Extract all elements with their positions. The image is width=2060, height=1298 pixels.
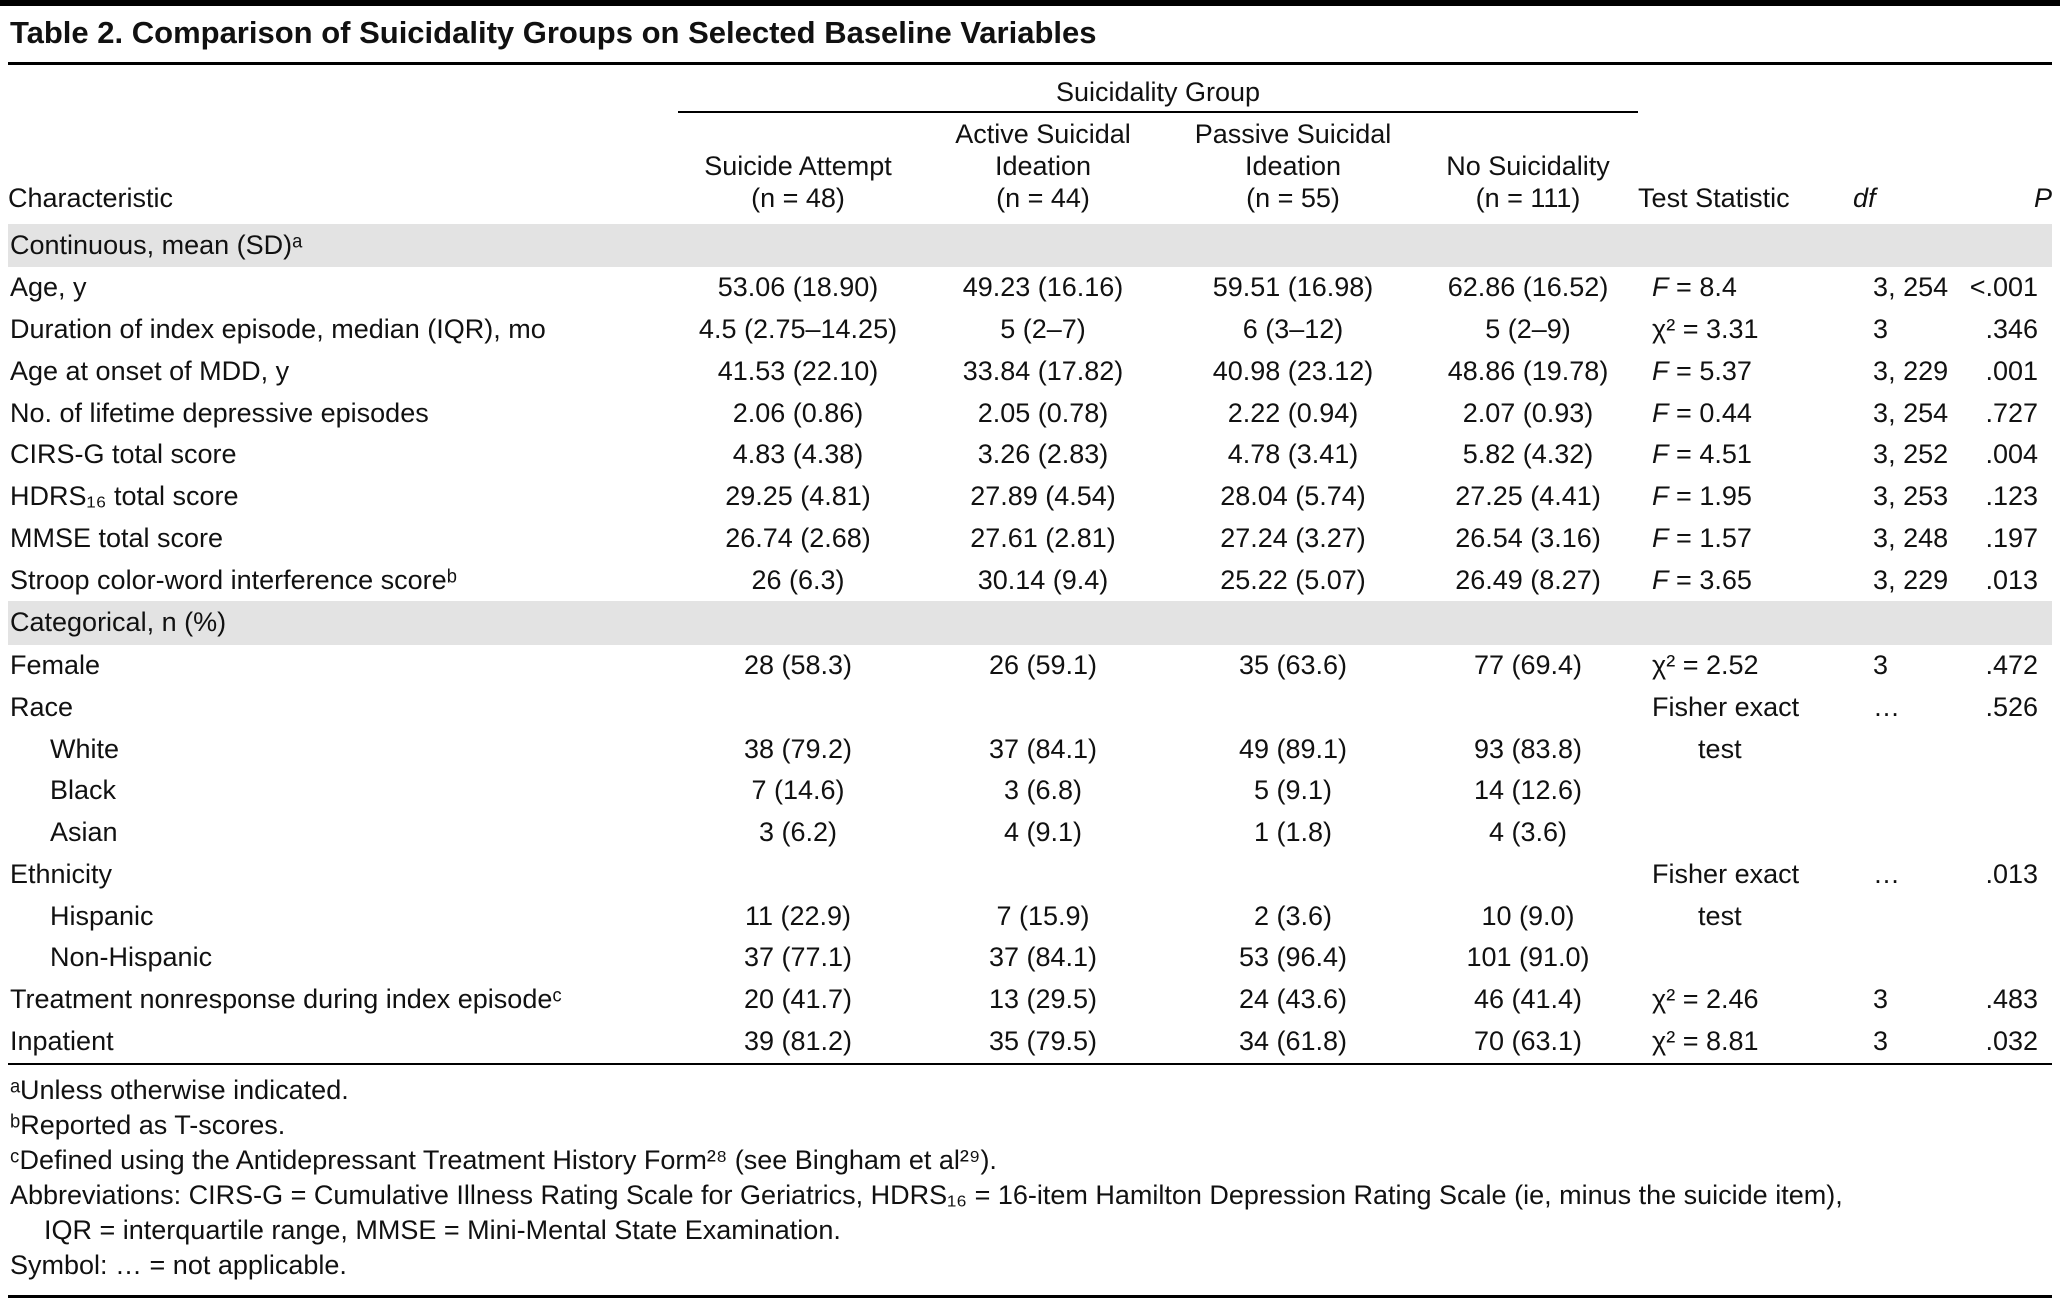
row-label: Duration of index episode, median (IQR), mo bbox=[10, 314, 546, 345]
footnote: Abbreviations: CIRS-G = Cumulative Illness Rating Scale for Geriatrics, HDRS₁₆ = 16-item Hamilton Depression Rating Scale (ie, minus the suicide item), bbox=[10, 1179, 1843, 1210]
test-statistic-cell: F = 1.95 bbox=[1652, 481, 1752, 512]
row-label: Race bbox=[10, 691, 74, 722]
value-cell: 10 (9.0) bbox=[1481, 900, 1575, 931]
p-value-cell: .526 bbox=[1985, 691, 2039, 722]
row-label: MMSE total score bbox=[10, 522, 224, 553]
value-cell: 29.25 (4.81) bbox=[725, 481, 871, 512]
value-cell: 39 (81.2) bbox=[743, 1025, 853, 1056]
footnote: Symbol: … = not applicable. bbox=[10, 1250, 347, 1281]
value-cell: 77 (69.4) bbox=[1473, 650, 1583, 681]
value-cell: 41.53 (22.10) bbox=[717, 355, 879, 386]
value-cell: 4 (3.6) bbox=[1489, 817, 1568, 848]
df-cell bbox=[1853, 812, 1965, 854]
table-row bbox=[8, 729, 2052, 771]
table-row bbox=[8, 645, 2052, 687]
value-cell: 49.23 (16.16) bbox=[962, 272, 1124, 303]
value-cell: 4.5 (2.75–14.25) bbox=[698, 314, 898, 345]
test-statistic-cell: Fisher exact bbox=[1652, 858, 1800, 889]
row-label: Age, y bbox=[10, 272, 87, 303]
col-header-passive-suicidal-ideation bbox=[1168, 112, 1418, 224]
df-cell: 3, 252 bbox=[1873, 439, 1949, 470]
test-statistic-cell: F = 4.51 bbox=[1652, 439, 1752, 470]
value-cell: 24 (43.6) bbox=[1238, 984, 1348, 1015]
value-cell: 28 (58.3) bbox=[743, 650, 853, 681]
col-header-characteristic: Characteristic bbox=[8, 182, 174, 213]
df-cell: … bbox=[1873, 858, 1901, 889]
value-cell: 35 (63.6) bbox=[1238, 650, 1348, 681]
value-cell: 26 (6.3) bbox=[751, 564, 845, 595]
group-name: No Suicidality bbox=[1446, 150, 1610, 181]
test-statistic-cell: test bbox=[1698, 900, 1742, 931]
value-cell: 38 (79.2) bbox=[743, 733, 853, 764]
spanner-row bbox=[8, 65, 2052, 112]
table-row bbox=[8, 267, 2052, 309]
df-cell bbox=[1853, 896, 1965, 938]
p-value-cell: .483 bbox=[1985, 984, 2039, 1015]
df-cell: 3, 254 bbox=[1873, 272, 1949, 303]
test-statistic-cell: F = 5.37 bbox=[1652, 355, 1752, 386]
footnote: IQR = interquartile range, MMSE = Mini-Mental State Examination. bbox=[44, 1214, 841, 1245]
value-cell: 7 (14.6) bbox=[751, 775, 845, 806]
test-statistic-cell: F = 8.4 bbox=[1652, 272, 1737, 303]
value-cell bbox=[678, 687, 918, 729]
value-cell bbox=[918, 854, 1168, 896]
table-row bbox=[8, 979, 2052, 1021]
group-name: Active Suicidal Ideation bbox=[955, 119, 1131, 181]
table-row bbox=[8, 896, 2052, 938]
test-statistic-cell: test bbox=[1698, 733, 1742, 764]
value-cell bbox=[918, 687, 1168, 729]
value-cell: 2 (3.6) bbox=[1253, 900, 1333, 931]
df-cell: 3 bbox=[1873, 1025, 1889, 1056]
p-value-cell: .197 bbox=[1985, 522, 2039, 553]
section-header-row bbox=[8, 224, 2052, 268]
group-n: (n = 111) bbox=[1475, 182, 1581, 213]
df-cell: … bbox=[1873, 691, 1901, 722]
value-cell: 28.04 (5.74) bbox=[1220, 481, 1366, 512]
table-row bbox=[8, 476, 2052, 518]
footnote: ᵃUnless otherwise indicated. bbox=[10, 1074, 349, 1105]
row-label: Treatment nonresponse during index episodeᶜ bbox=[10, 984, 562, 1015]
value-cell: 35 (79.5) bbox=[988, 1025, 1098, 1056]
value-cell: 26.74 (2.68) bbox=[725, 522, 871, 553]
table-row bbox=[8, 937, 2052, 979]
value-cell: 26 (59.1) bbox=[988, 650, 1098, 681]
test-statistic-cell bbox=[1638, 770, 1853, 812]
row-label: CIRS-G total score bbox=[10, 439, 237, 470]
table-title: Table 2. Comparison of Suicidality Groups on Selected Baseline Variables bbox=[8, 6, 2052, 65]
column-header-row bbox=[8, 112, 2052, 224]
value-cell: 5 (9.1) bbox=[1253, 775, 1333, 806]
table-row bbox=[8, 393, 2052, 435]
df-cell: 3 bbox=[1873, 314, 1889, 345]
row-label: Female bbox=[10, 650, 101, 681]
value-cell: 3.26 (2.83) bbox=[977, 439, 1109, 470]
value-cell: 5.82 (4.32) bbox=[1462, 439, 1594, 470]
value-cell: 2.05 (0.78) bbox=[977, 397, 1109, 428]
p-value-cell bbox=[1965, 812, 2052, 854]
test-statistic-cell: χ² = 8.81 bbox=[1652, 1025, 1759, 1056]
value-cell: 5 (2–7) bbox=[1000, 314, 1086, 345]
table-row bbox=[8, 1021, 2052, 1064]
df-cell: 3 bbox=[1873, 650, 1889, 681]
table-row bbox=[8, 309, 2052, 351]
group-name: Passive Suicidal Ideation bbox=[1194, 119, 1392, 181]
table-row bbox=[8, 351, 2052, 393]
test-statistic-cell: Fisher exact bbox=[1652, 691, 1800, 722]
value-cell: 70 (63.1) bbox=[1473, 1025, 1583, 1056]
df-cell bbox=[1853, 729, 1965, 771]
table-body bbox=[8, 224, 2052, 1064]
test-statistic-cell: F = 1.57 bbox=[1652, 522, 1752, 553]
value-cell: 93 (83.8) bbox=[1473, 733, 1583, 764]
p-value-cell: .001 bbox=[1985, 355, 2039, 386]
p-value-cell: .472 bbox=[1985, 650, 2039, 681]
value-cell: 6 (3–12) bbox=[1242, 314, 1344, 345]
spanner-spacer-left bbox=[8, 65, 678, 112]
p-value-cell bbox=[1965, 770, 2052, 812]
value-cell: 25.22 (5.07) bbox=[1220, 564, 1366, 595]
df-cell bbox=[1853, 770, 1965, 812]
group-n: (n = 48) bbox=[751, 182, 845, 213]
value-cell: 26.54 (3.16) bbox=[1455, 522, 1601, 553]
value-cell: 37 (84.1) bbox=[988, 733, 1098, 764]
test-statistic-cell: χ² = 3.31 bbox=[1652, 314, 1759, 345]
value-cell: 59.51 (16.98) bbox=[1212, 272, 1374, 303]
table-row bbox=[8, 687, 2052, 729]
p-value-cell: .013 bbox=[1985, 564, 2039, 595]
row-label: Age at onset of MDD, y bbox=[10, 355, 290, 386]
value-cell: 62.86 (16.52) bbox=[1447, 272, 1609, 303]
group-name: Suicide Attempt bbox=[704, 150, 892, 181]
test-statistic-cell bbox=[1638, 937, 1853, 979]
col-header-active-suicidal-ideation bbox=[918, 112, 1168, 224]
p-value-cell bbox=[1965, 896, 2052, 938]
value-cell: 4.83 (4.38) bbox=[732, 439, 864, 470]
test-statistic-cell bbox=[1638, 812, 1853, 854]
p-value-cell: .032 bbox=[1985, 1025, 2039, 1056]
row-label: Black bbox=[50, 775, 117, 806]
p-value-cell: .727 bbox=[1985, 397, 2039, 428]
value-cell: 27.61 (2.81) bbox=[970, 522, 1116, 553]
value-cell: 1 (1.8) bbox=[1253, 817, 1333, 848]
baseline-variables-table bbox=[8, 65, 2052, 1065]
value-cell: 49 (89.1) bbox=[1238, 733, 1348, 764]
value-cell: 46 (41.4) bbox=[1473, 984, 1583, 1015]
row-label: Asian bbox=[50, 817, 118, 848]
value-cell: 5 (2–9) bbox=[1485, 314, 1571, 345]
footnote: ᵇReported as T-scores. bbox=[10, 1109, 286, 1140]
row-label: Hispanic bbox=[50, 900, 154, 931]
value-cell: 26.49 (8.27) bbox=[1455, 564, 1601, 595]
test-statistic-cell: χ² = 2.46 bbox=[1652, 984, 1759, 1015]
col-header-test-statistic: Test Statistic bbox=[1638, 182, 1790, 213]
row-label: Inpatient bbox=[10, 1025, 114, 1056]
p-value-cell: .123 bbox=[1985, 481, 2039, 512]
footnote: ᶜDefined using the Antidepressant Treatment History Form²⁸ (see Bingham et al²⁹). bbox=[10, 1144, 997, 1175]
df-cell: 3, 254 bbox=[1873, 397, 1949, 428]
df-cell: 3, 248 bbox=[1873, 522, 1949, 553]
p-value-cell: .013 bbox=[1985, 858, 2039, 889]
value-cell: 13 (29.5) bbox=[988, 984, 1098, 1015]
value-cell: 14 (12.6) bbox=[1473, 775, 1583, 806]
table-row bbox=[8, 770, 2052, 812]
section-title: Categorical, n (%) bbox=[8, 601, 2052, 645]
col-header-df: df bbox=[1853, 182, 1876, 213]
table-row bbox=[8, 560, 2052, 602]
row-label: HDRS₁₆ total score bbox=[10, 481, 239, 512]
value-cell: 3 (6.2) bbox=[758, 817, 838, 848]
value-cell: 2.06 (0.86) bbox=[732, 397, 864, 428]
value-cell: 7 (15.9) bbox=[996, 900, 1090, 931]
col-header-no-suicidality bbox=[1418, 112, 1638, 224]
table-row bbox=[8, 854, 2052, 896]
table-row bbox=[8, 518, 2052, 560]
df-cell: 3 bbox=[1873, 984, 1889, 1015]
p-value-cell: .346 bbox=[1985, 314, 2039, 345]
value-cell: 48.86 (19.78) bbox=[1447, 355, 1609, 386]
p-value-cell bbox=[1965, 937, 2052, 979]
value-cell: 4.78 (3.41) bbox=[1227, 439, 1359, 470]
test-statistic-cell: F = 3.65 bbox=[1652, 564, 1752, 595]
p-value-cell: .004 bbox=[1985, 439, 2039, 470]
group-n: (n = 44) bbox=[996, 182, 1090, 213]
df-cell: 3, 253 bbox=[1873, 481, 1949, 512]
value-cell: 53 (96.4) bbox=[1238, 942, 1348, 973]
spanner-spacer-right bbox=[1638, 65, 2052, 112]
footnotes bbox=[8, 1065, 2052, 1298]
value-cell bbox=[1168, 687, 1418, 729]
p-value-cell bbox=[1965, 729, 2052, 771]
value-cell: 2.22 (0.94) bbox=[1227, 397, 1359, 428]
value-cell bbox=[1168, 854, 1418, 896]
df-cell: 3, 229 bbox=[1873, 355, 1949, 386]
value-cell: 27.89 (4.54) bbox=[970, 481, 1116, 512]
row-label: No. of lifetime depressive episodes bbox=[10, 397, 429, 428]
row-label: Non-Hispanic bbox=[50, 942, 213, 973]
test-statistic-cell: F = 0.44 bbox=[1652, 397, 1752, 428]
value-cell: 27.24 (3.27) bbox=[1220, 522, 1366, 553]
value-cell bbox=[1418, 687, 1638, 729]
suicidality-group-spanner: Suicidality Group bbox=[678, 65, 1638, 112]
row-label: White bbox=[50, 733, 120, 764]
df-cell bbox=[1853, 937, 1965, 979]
value-cell: 3 (6.8) bbox=[1003, 775, 1083, 806]
value-cell: 53.06 (18.90) bbox=[717, 272, 879, 303]
value-cell: 40.98 (23.12) bbox=[1212, 355, 1374, 386]
value-cell bbox=[1418, 854, 1638, 896]
value-cell bbox=[678, 854, 918, 896]
table-row bbox=[8, 812, 2052, 854]
table-header bbox=[8, 65, 2052, 224]
value-cell: 34 (61.8) bbox=[1238, 1025, 1348, 1056]
table-row bbox=[8, 434, 2052, 476]
row-label: Ethnicity bbox=[10, 858, 113, 889]
p-value-cell: <.001 bbox=[1969, 272, 2039, 303]
value-cell: 4 (9.1) bbox=[1003, 817, 1083, 848]
section-title: Continuous, mean (SD)ᵃ bbox=[8, 224, 2052, 268]
value-cell: 37 (84.1) bbox=[988, 942, 1098, 973]
section-header-row bbox=[8, 601, 2052, 645]
df-cell: 3, 229 bbox=[1873, 564, 1949, 595]
col-header-suicide-attempt bbox=[678, 112, 918, 224]
group-n: (n = 55) bbox=[1246, 182, 1340, 213]
value-cell: 33.84 (17.82) bbox=[962, 355, 1124, 386]
value-cell: 27.25 (4.41) bbox=[1455, 481, 1601, 512]
value-cell: 2.07 (0.93) bbox=[1462, 397, 1594, 428]
value-cell: 30.14 (9.4) bbox=[977, 564, 1109, 595]
test-statistic-cell: χ² = 2.52 bbox=[1652, 650, 1759, 681]
value-cell: 37 (77.1) bbox=[743, 942, 853, 973]
value-cell: 20 (41.7) bbox=[743, 984, 853, 1015]
row-label: Stroop color-word interference scoreᵇ bbox=[10, 564, 457, 595]
value-cell: 101 (91.0) bbox=[1466, 942, 1590, 973]
value-cell: 11 (22.9) bbox=[744, 900, 852, 931]
col-header-p: P bbox=[2034, 182, 2053, 213]
